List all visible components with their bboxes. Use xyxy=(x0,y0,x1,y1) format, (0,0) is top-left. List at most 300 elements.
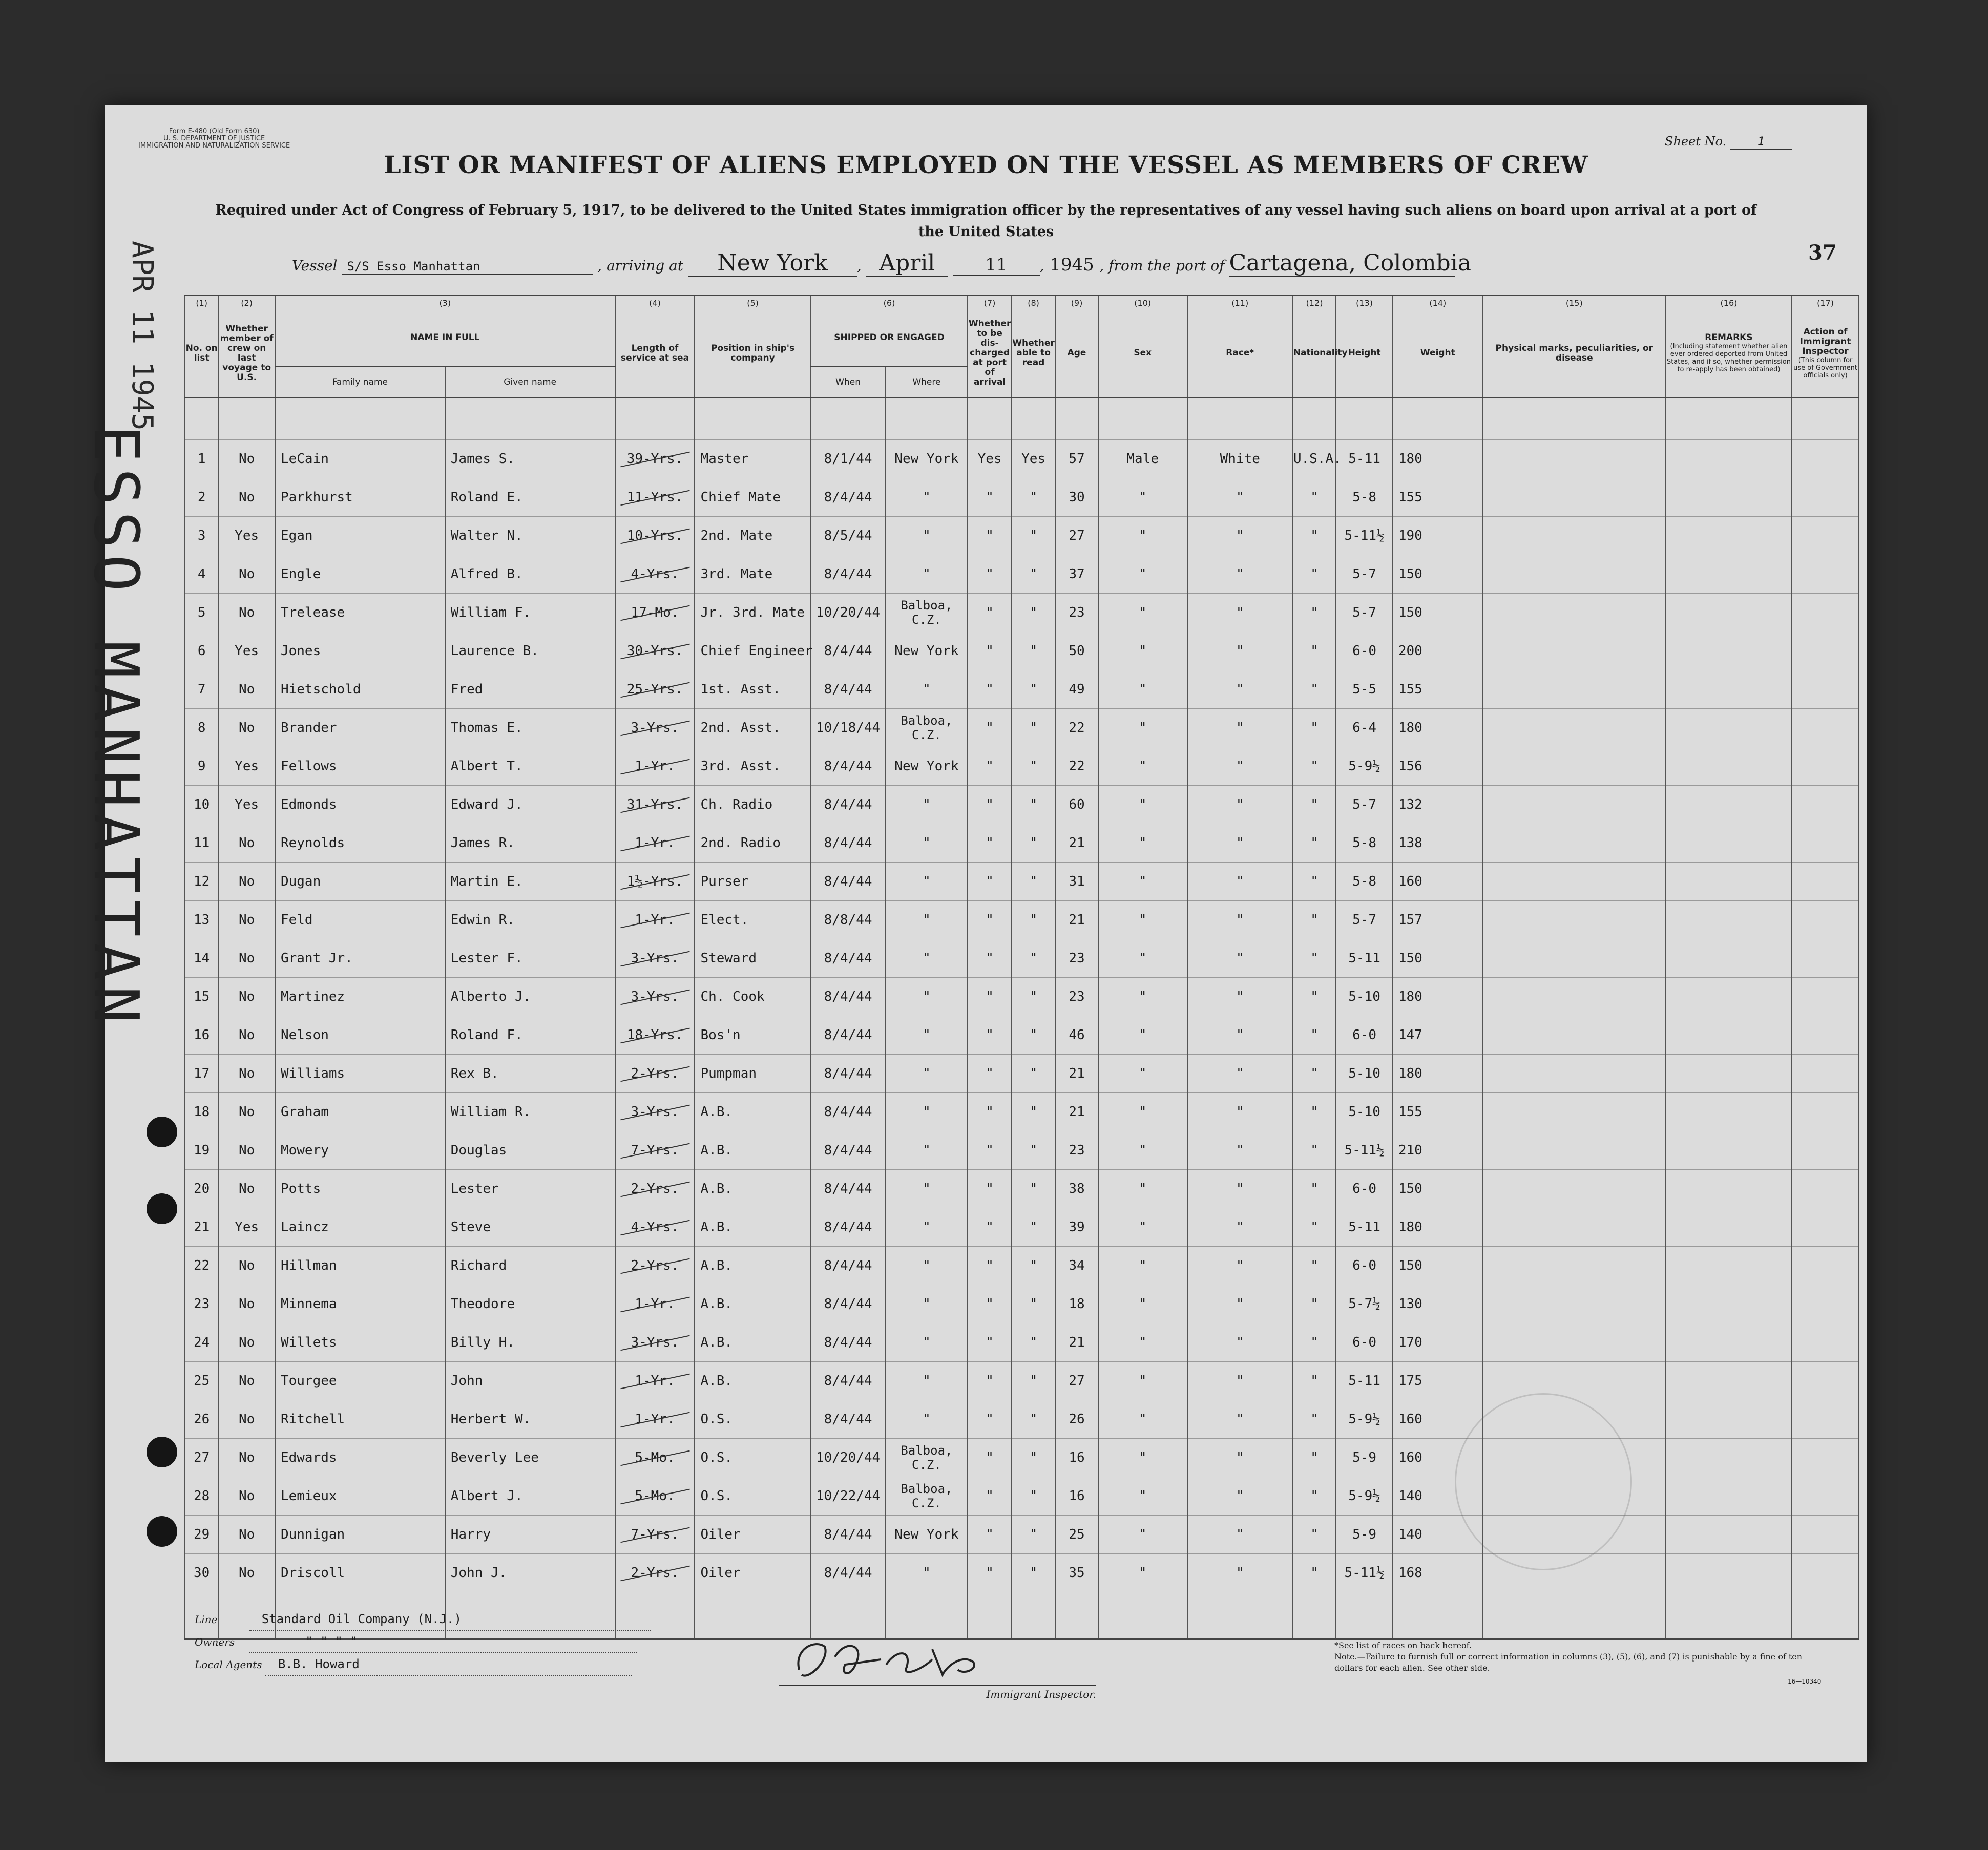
given-name: Edwin R. xyxy=(445,901,615,939)
from-port-label: , from the port of xyxy=(1099,257,1225,274)
height: 5-11 xyxy=(1336,1362,1393,1400)
member-flag: No xyxy=(218,1170,275,1208)
position: A.B. xyxy=(695,1285,810,1323)
family-name: Grant Jr. xyxy=(275,939,445,978)
member-flag: No xyxy=(218,670,275,709)
family-name: Engle xyxy=(275,555,445,594)
discharge-flag: " xyxy=(968,1400,1011,1439)
read-flag: " xyxy=(1012,1323,1055,1362)
sex: " xyxy=(1098,1477,1187,1516)
col-num: (13) xyxy=(1336,296,1393,310)
height: 5-7½ xyxy=(1336,1285,1393,1323)
service-length: 5-Mo. xyxy=(615,1439,695,1477)
read-flag: " xyxy=(1012,1131,1055,1170)
given-name: Steve xyxy=(445,1208,615,1247)
service-length: 5-Mo. xyxy=(615,1477,695,1516)
age: 22 xyxy=(1055,709,1098,747)
service-length: 2-Yrs. xyxy=(615,1170,695,1208)
member-flag: No xyxy=(218,1016,275,1055)
shipped-when: 8/4/44 xyxy=(811,747,886,786)
footer-company-info xyxy=(195,1608,651,1676)
nationality: " xyxy=(1293,1477,1336,1516)
discharge-flag: " xyxy=(968,709,1011,747)
family-name: Graham xyxy=(275,1093,445,1131)
read-flag: " xyxy=(1012,1362,1055,1400)
position: Pumpman xyxy=(695,1055,810,1093)
height: 6-0 xyxy=(1336,1247,1393,1285)
form-identifier xyxy=(138,128,290,150)
crew-row xyxy=(185,670,1859,709)
row-number: 22 xyxy=(185,1247,218,1285)
given-name: James S. xyxy=(445,440,615,478)
given-name: Walter N. xyxy=(445,517,615,555)
crew-row xyxy=(185,1362,1859,1400)
position: 2nd. Radio xyxy=(695,824,810,863)
crew-row xyxy=(185,786,1859,824)
age: 57 xyxy=(1055,440,1098,478)
punch-hole xyxy=(147,1437,177,1467)
ship-name-stamp: ESSO MANHATTAN xyxy=(80,425,151,1029)
nationality: " xyxy=(1293,786,1336,824)
col-header-shipped: SHIPPED OR ENGAGED xyxy=(811,309,968,367)
inspector-action xyxy=(1792,939,1859,978)
physical-marks xyxy=(1483,939,1666,978)
shipped-where: " xyxy=(885,555,968,594)
given-name: Fred xyxy=(445,670,615,709)
shipped-when: 8/4/44 xyxy=(811,632,886,670)
read-flag: " xyxy=(1012,1554,1055,1592)
given-name: Richard xyxy=(445,1247,615,1285)
service-length: 39-Yrs. xyxy=(615,440,695,478)
crew-row xyxy=(185,1554,1859,1592)
row-number: 7 xyxy=(185,670,218,709)
race: " xyxy=(1187,824,1293,863)
col-header-name: NAME IN FULL xyxy=(275,309,615,367)
remarks xyxy=(1666,1208,1792,1247)
row-number: 10 xyxy=(185,786,218,824)
nationality: " xyxy=(1293,901,1336,939)
race: " xyxy=(1187,1131,1293,1170)
weight: 180 xyxy=(1393,1208,1483,1247)
service-length: 3-Yrs. xyxy=(615,709,695,747)
sex: " xyxy=(1098,517,1187,555)
row-number: 24 xyxy=(185,1323,218,1362)
sex: Male xyxy=(1098,440,1187,478)
shipped-when: 8/4/44 xyxy=(811,1323,886,1362)
shipped-when: 8/4/44 xyxy=(811,1516,886,1554)
page-title: LIST OR MANIFEST OF ALIENS EMPLOYED ON THE VESSEL AS MEMBERS OF CREW xyxy=(384,151,1588,179)
position: 3rd. Asst. xyxy=(695,747,810,786)
read-flag: " xyxy=(1012,939,1055,978)
read-flag: " xyxy=(1012,978,1055,1016)
discharge-flag: " xyxy=(968,901,1011,939)
departure-port: Cartagena, Colombia xyxy=(1229,250,1472,276)
weight: 155 xyxy=(1393,670,1483,709)
inspector-action xyxy=(1792,1055,1859,1093)
remarks xyxy=(1666,709,1792,747)
shipped-where: " xyxy=(885,901,968,939)
given-name: Douglas xyxy=(445,1131,615,1170)
physical-marks xyxy=(1483,555,1666,594)
shipped-where: " xyxy=(885,824,968,863)
age: 21 xyxy=(1055,1093,1098,1131)
nationality: " xyxy=(1293,709,1336,747)
remarks xyxy=(1666,594,1792,632)
family-name: LeCain xyxy=(275,440,445,478)
sheet-number-value: 1 xyxy=(1730,134,1792,150)
member-flag: No xyxy=(218,1554,275,1592)
service-length: 2-Yrs. xyxy=(615,1247,695,1285)
family-name: Reynolds xyxy=(275,824,445,863)
shipped-where: " xyxy=(885,863,968,901)
given-name: Theodore xyxy=(445,1285,615,1323)
shipped-when: 8/4/44 xyxy=(811,1093,886,1131)
physical-marks xyxy=(1483,709,1666,747)
service-length: 10-Yrs. xyxy=(615,517,695,555)
col-num: (8) xyxy=(1012,296,1055,310)
punch-hole xyxy=(147,1193,177,1224)
remarks xyxy=(1666,1362,1792,1400)
race: " xyxy=(1187,594,1293,632)
penalty-note: Note.—Failure to furnish full or correct information in columns (3), (5), (6), and (7) is punishable by a fine of ten dollars for each alien. See other side. xyxy=(1334,1652,1803,1673)
height: 5-8 xyxy=(1336,478,1393,517)
weight: 210 xyxy=(1393,1131,1483,1170)
discharge-flag: " xyxy=(968,1285,1011,1323)
sex: " xyxy=(1098,632,1187,670)
remarks xyxy=(1666,863,1792,901)
member-flag: No xyxy=(218,1400,275,1439)
height: 5-11 xyxy=(1336,1208,1393,1247)
height: 5-8 xyxy=(1336,863,1393,901)
remarks xyxy=(1666,824,1792,863)
age: 23 xyxy=(1055,939,1098,978)
position: O.S. xyxy=(695,1439,810,1477)
member-flag: No xyxy=(218,939,275,978)
family-name: Dunnigan xyxy=(275,1516,445,1554)
row-number: 19 xyxy=(185,1131,218,1170)
given-name: Roland F. xyxy=(445,1016,615,1055)
position: 3rd. Mate xyxy=(695,555,810,594)
shipped-where: " xyxy=(885,786,968,824)
crew-row xyxy=(185,1247,1859,1285)
physical-marks xyxy=(1483,1093,1666,1131)
crew-row xyxy=(185,1285,1859,1323)
shipped-where: " xyxy=(885,1554,968,1592)
col-num: (12) xyxy=(1293,296,1336,310)
given-name: Edward J. xyxy=(445,786,615,824)
owners-label: Owners xyxy=(195,1636,235,1648)
height: 5-9½ xyxy=(1336,747,1393,786)
height: 5-10 xyxy=(1336,1055,1393,1093)
read-flag: " xyxy=(1012,517,1055,555)
remarks xyxy=(1666,978,1792,1016)
discharge-flag: " xyxy=(968,1016,1011,1055)
position: Oiler xyxy=(695,1516,810,1554)
race: " xyxy=(1187,1323,1293,1362)
remarks xyxy=(1666,440,1792,478)
family-name: Jones xyxy=(275,632,445,670)
age: 37 xyxy=(1055,555,1098,594)
race: " xyxy=(1187,1477,1293,1516)
nationality: " xyxy=(1293,1170,1336,1208)
discharge-flag: " xyxy=(968,863,1011,901)
remarks xyxy=(1666,517,1792,555)
col-num: (7) xyxy=(968,296,1011,310)
race: " xyxy=(1187,1554,1293,1592)
service-length: 1-Yr. xyxy=(615,901,695,939)
age: 23 xyxy=(1055,594,1098,632)
shipped-when: 8/4/44 xyxy=(811,670,886,709)
service-length: 18-Yrs. xyxy=(615,1016,695,1055)
remarks-title: REMARKS xyxy=(1705,332,1753,343)
family-name: Fellows xyxy=(275,747,445,786)
family-name: Edwards xyxy=(275,1439,445,1477)
inspector-label: Immigrant Inspector. xyxy=(779,1685,1096,1700)
shipped-when: 10/18/44 xyxy=(811,709,886,747)
read-flag: " xyxy=(1012,594,1055,632)
sex: " xyxy=(1098,1323,1187,1362)
race: " xyxy=(1187,517,1293,555)
given-name: Rex B. xyxy=(445,1055,615,1093)
race: " xyxy=(1187,939,1293,978)
height: 5-9 xyxy=(1336,1516,1393,1554)
sex: " xyxy=(1098,1554,1187,1592)
service-length: 3-Yrs. xyxy=(615,939,695,978)
inspector-action xyxy=(1792,786,1859,824)
age: 50 xyxy=(1055,632,1098,670)
position: A.B. xyxy=(695,1362,810,1400)
position: A.B. xyxy=(695,1131,810,1170)
service-length: 4-Yrs. xyxy=(615,555,695,594)
given-name: Beverly Lee xyxy=(445,1439,615,1477)
vessel-label: Vessel xyxy=(292,257,338,274)
member-flag: No xyxy=(218,440,275,478)
shipped-where: " xyxy=(885,1055,968,1093)
inspector-action xyxy=(1792,1362,1859,1400)
position: A.B. xyxy=(695,1323,810,1362)
col-num: (3) xyxy=(275,296,615,310)
height: 5-11 xyxy=(1336,440,1393,478)
given-name: Harry xyxy=(445,1516,615,1554)
nationality: " xyxy=(1293,1439,1336,1477)
age: 25 xyxy=(1055,1516,1098,1554)
height: 5-9½ xyxy=(1336,1477,1393,1516)
nationality: " xyxy=(1293,632,1336,670)
age: 60 xyxy=(1055,786,1098,824)
member-flag: Yes xyxy=(218,517,275,555)
age: 49 xyxy=(1055,670,1098,709)
read-flag: " xyxy=(1012,632,1055,670)
nationality: " xyxy=(1293,594,1336,632)
remarks xyxy=(1666,1323,1792,1362)
race: " xyxy=(1187,1247,1293,1285)
shipped-when: 8/4/44 xyxy=(811,863,886,901)
crew-row xyxy=(185,1055,1859,1093)
nationality: " xyxy=(1293,1093,1336,1131)
remarks xyxy=(1666,478,1792,517)
shipped-when: 8/4/44 xyxy=(811,1131,886,1170)
height: 5-11 xyxy=(1336,939,1393,978)
physical-marks xyxy=(1483,747,1666,786)
height: 5-5 xyxy=(1336,670,1393,709)
position: Elect. xyxy=(695,901,810,939)
nationality: U.S.A. xyxy=(1293,440,1336,478)
shipped-when: 8/4/44 xyxy=(811,1285,886,1323)
given-name: Lester xyxy=(445,1170,615,1208)
shipped-when: 8/4/44 xyxy=(811,1170,886,1208)
service-length: 7-Yrs. xyxy=(615,1131,695,1170)
race: " xyxy=(1187,1400,1293,1439)
position: Ch. Cook xyxy=(695,978,810,1016)
discharge-flag: " xyxy=(968,1516,1011,1554)
inspector-action xyxy=(1792,1208,1859,1247)
given-name: Roland E. xyxy=(445,478,615,517)
member-flag: No xyxy=(218,978,275,1016)
given-name: Lester F. xyxy=(445,939,615,978)
family-name: Tourgee xyxy=(275,1362,445,1400)
discharge-flag: " xyxy=(968,1093,1011,1131)
arriving-label: , arriving at xyxy=(597,257,684,274)
shipped-when: 8/4/44 xyxy=(811,1055,886,1093)
member-flag: Yes xyxy=(218,632,275,670)
sex: " xyxy=(1098,1055,1187,1093)
service-length: 2-Yrs. xyxy=(615,1554,695,1592)
family-name: Edmonds xyxy=(275,786,445,824)
service-length: 17-Mo. xyxy=(615,594,695,632)
race: " xyxy=(1187,1362,1293,1400)
shipped-when: 10/22/44 xyxy=(811,1477,886,1516)
col-header-position: Position in ship's company xyxy=(695,309,810,398)
service-length: 3-Yrs. xyxy=(615,1093,695,1131)
row-number: 16 xyxy=(185,1016,218,1055)
col-header-nationality: Nationality xyxy=(1293,309,1336,398)
discharge-flag: Yes xyxy=(968,440,1011,478)
inspector-action xyxy=(1792,1516,1859,1554)
inspector-signature-block xyxy=(779,1629,1096,1700)
member-flag: No xyxy=(218,1477,275,1516)
read-flag: " xyxy=(1012,1477,1055,1516)
physical-marks xyxy=(1483,1285,1666,1323)
discharge-flag: " xyxy=(968,824,1011,863)
nationality: " xyxy=(1293,1055,1336,1093)
shipped-when: 8/1/44 xyxy=(811,440,886,478)
official-seal-watermark xyxy=(1455,1393,1632,1570)
arrival-year: 1945 xyxy=(1050,255,1094,275)
height: 5-10 xyxy=(1336,1093,1393,1131)
col-header-sex: Sex xyxy=(1098,309,1187,398)
given-name: James R. xyxy=(445,824,615,863)
race: " xyxy=(1187,1055,1293,1093)
family-name: Ritchell xyxy=(275,1400,445,1439)
remarks xyxy=(1666,901,1792,939)
inspector-action xyxy=(1792,478,1859,517)
weight: 160 xyxy=(1393,1400,1483,1439)
weight: 160 xyxy=(1393,1439,1483,1477)
remarks xyxy=(1666,939,1792,978)
race: " xyxy=(1187,747,1293,786)
weight: 180 xyxy=(1393,1055,1483,1093)
weight: 140 xyxy=(1393,1516,1483,1554)
shipped-when: 8/4/44 xyxy=(811,1554,886,1592)
position: 2nd. Asst. xyxy=(695,709,810,747)
shipped-where: " xyxy=(885,1093,968,1131)
family-name: Mowery xyxy=(275,1131,445,1170)
position: O.S. xyxy=(695,1477,810,1516)
position: A.B. xyxy=(695,1247,810,1285)
service-length: 3-Yrs. xyxy=(615,978,695,1016)
row-number: 20 xyxy=(185,1170,218,1208)
shipped-where: Balboa, C.Z. xyxy=(885,594,968,632)
weight: 180 xyxy=(1393,440,1483,478)
col-header-physical: Physical marks, peculiarities, or disease xyxy=(1483,309,1666,398)
service-length: 1-Yr. xyxy=(615,824,695,863)
sex: " xyxy=(1098,978,1187,1016)
discharge-flag: " xyxy=(968,747,1011,786)
sex: " xyxy=(1098,1093,1187,1131)
remarks xyxy=(1666,1285,1792,1323)
read-flag: " xyxy=(1012,709,1055,747)
age: 22 xyxy=(1055,747,1098,786)
position: A.B. xyxy=(695,1093,810,1131)
race: " xyxy=(1187,670,1293,709)
position: Bos'n xyxy=(695,1016,810,1055)
height: 5-7 xyxy=(1336,901,1393,939)
member-flag: Yes xyxy=(218,747,275,786)
inspector-action xyxy=(1792,1093,1859,1131)
remarks xyxy=(1666,1516,1792,1554)
read-flag: Yes xyxy=(1012,440,1055,478)
action-note: (This column for use of Government officials only) xyxy=(1793,356,1857,380)
member-flag: No xyxy=(218,594,275,632)
position: Steward xyxy=(695,939,810,978)
member-flag: No xyxy=(218,1516,275,1554)
weight: 138 xyxy=(1393,824,1483,863)
remarks xyxy=(1666,555,1792,594)
given-name: Albert T. xyxy=(445,747,615,786)
weight: 150 xyxy=(1393,594,1483,632)
col-header-when: When xyxy=(811,367,886,398)
shipped-where: New York xyxy=(885,440,968,478)
crew-row xyxy=(185,1208,1859,1247)
age: 21 xyxy=(1055,1323,1098,1362)
physical-marks xyxy=(1483,1247,1666,1285)
nationality: " xyxy=(1293,1516,1336,1554)
remarks xyxy=(1666,1055,1792,1093)
position: Ch. Radio xyxy=(695,786,810,824)
member-flag: No xyxy=(218,1285,275,1323)
age: 18 xyxy=(1055,1285,1098,1323)
age: 31 xyxy=(1055,863,1098,901)
read-flag: " xyxy=(1012,1016,1055,1055)
row-number: 30 xyxy=(185,1554,218,1592)
family-name: Feld xyxy=(275,901,445,939)
crew-row xyxy=(185,517,1859,555)
family-name: Hietschold xyxy=(275,670,445,709)
service-length: 31-Yrs. xyxy=(615,786,695,824)
remarks xyxy=(1666,670,1792,709)
shipped-where: " xyxy=(885,1170,968,1208)
remarks xyxy=(1666,1477,1792,1516)
member-flag: No xyxy=(218,709,275,747)
service-length: 1-Yr. xyxy=(615,1400,695,1439)
remarks xyxy=(1666,786,1792,824)
position: 2nd. Mate xyxy=(695,517,810,555)
row-number: 29 xyxy=(185,1516,218,1554)
discharge-flag: " xyxy=(968,632,1011,670)
sex: " xyxy=(1098,1016,1187,1055)
sex: " xyxy=(1098,709,1187,747)
shipped-where: New York xyxy=(885,632,968,670)
